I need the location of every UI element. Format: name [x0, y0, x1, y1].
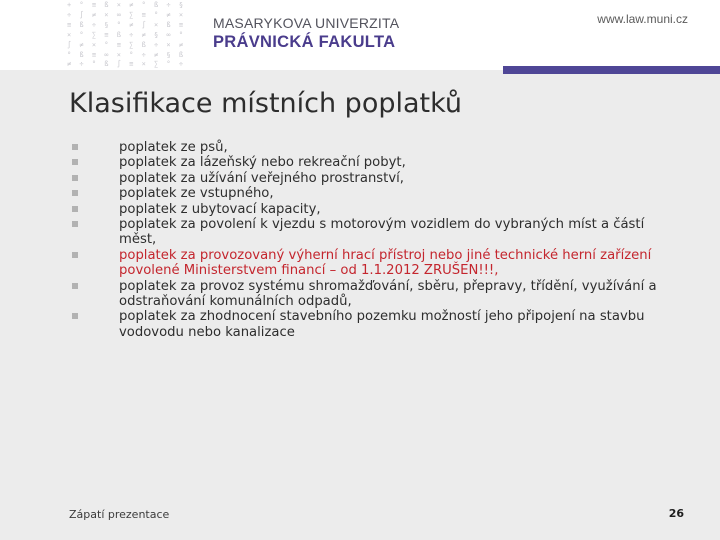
pattern-row: ≠ ÷ ° ß ∫ ≡ × ∑ ° ÷	[67, 60, 186, 68]
square-bullet-icon	[72, 252, 78, 258]
square-bullet-icon	[72, 144, 78, 150]
faculty-name: PRÁVNICKÁ FAKULTA	[213, 33, 396, 51]
list-item-text: poplatek za provozovaný výherní hrací přístroj nebo jiné technické herní zařízení povolené Ministerstvem financí – od 1.1.2012 ZRUŠEN!!!,	[119, 247, 652, 279]
square-bullet-icon	[72, 206, 78, 212]
slide-title: Klasifikace místních poplatků	[69, 88, 463, 119]
square-bullet-icon	[72, 313, 78, 319]
list-item-text: poplatek ze vstupného,	[119, 186, 274, 202]
list-item-text: poplatek z ubytovací kapacity,	[119, 201, 321, 217]
list-item-text: poplatek za zhodnocení stavebního pozemku možností jeho připojení na stavbu vodovodu nebo kanalizace	[119, 309, 645, 340]
university-name: MASARYKOVA UNIVERZITA	[213, 15, 400, 31]
list-item	[72, 171, 682, 186]
list-item-text: poplatek za povolení k vjezdu s motorovým vozidlem do vybraných míst a částí měst,	[119, 217, 645, 248]
pattern-row: + ° ≡ ß × ≠ ° ß ÷ §	[67, 1, 186, 9]
list-item-highlighted	[72, 248, 682, 279]
list-item	[72, 155, 682, 170]
list-item	[72, 202, 682, 217]
list-item	[72, 217, 682, 248]
square-bullet-icon	[72, 175, 78, 181]
page-number: 26	[668, 507, 684, 520]
list-item-text: poplatek za provoz systému shromažďování, sběru, přepravy, třídění, využívání a odstraňování komunálních odpadů,	[119, 278, 657, 310]
list-item-text: poplatek ze psů,	[119, 140, 228, 155]
list-item	[72, 140, 682, 155]
footer-text: Zápatí prezentace	[69, 508, 170, 521]
pattern-row: ° ß ≡ ∞ × ° ÷ ≠ § ß	[67, 51, 186, 59]
square-bullet-icon	[72, 283, 78, 289]
list-item	[72, 186, 682, 201]
slide-header	[0, 0, 720, 70]
pattern-row: × ° ∑ ≡ ß ÷ ≠ § ∞ °	[67, 31, 186, 39]
pattern-row: ÷ ∫ ≠ × ∞ ∑ ≡ ° ≠ ×	[67, 11, 186, 19]
pattern-row: ∫ ≠ × ° ≡ ∑ ß ÷ × ≠	[67, 41, 186, 49]
header-accent-bar	[503, 66, 720, 74]
square-bullet-icon	[72, 190, 78, 196]
fee-list	[72, 140, 682, 340]
logo-symbol-pattern	[67, 0, 185, 70]
list-item-text: poplatek za užívání veřejného prostranství,	[119, 170, 404, 186]
square-bullet-icon	[72, 221, 78, 227]
square-bullet-icon	[72, 159, 78, 165]
list-item-text: poplatek za lázeňský nebo rekreační pobyt,	[119, 155, 406, 171]
website-url: www.law.muni.cz	[597, 12, 688, 26]
pattern-row: ≡ ß ÷ § ° ≠ ∫ × ß ≡	[67, 21, 186, 29]
list-item	[72, 279, 682, 310]
list-item	[72, 309, 682, 340]
